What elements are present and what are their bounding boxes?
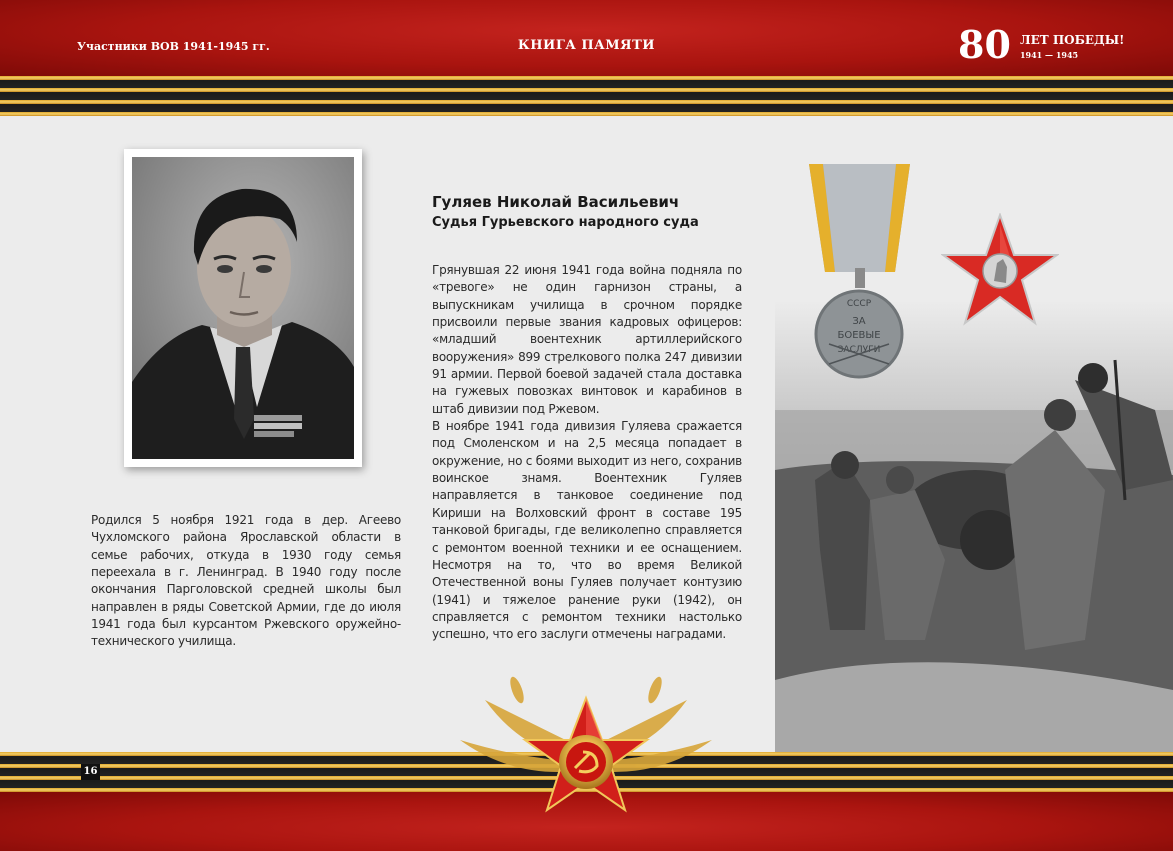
medal-top-text: СССР — [846, 299, 872, 309]
st-george-ribbon-top — [0, 76, 1173, 116]
victory-text: ЛЕТ ПОБЕДЫ! — [1019, 33, 1125, 47]
header-banner — [0, 0, 1173, 76]
bio-paragraph: В ноябре 1941 года дивизия Гуляева сражается под Смоленском и на 2,5 месяца попадает в окружение, но с боями выходит из него, сохранив воинское знамя. Воентехник Гуляев направляется в танковое соединение под Кириши на Волховский фронт в составе 195 танковой бригады, где великолепно справляется с ремонтом военной техники и ее оснащением. Несмотря на то, что во время Великой Отечественной воны Гуляев получает контузию (1941) и тяжелое ранение руки (1942), он справляется с ремонтом техники настолько успешно, что его заслуги отмечены наградами. — [432, 419, 742, 642]
bio-paragraph: Грянувшая 22 июня 1941 года война подняла по «тревоге» не один гарнизон страны, а выпускникам училища в срочном порядке присвоили первые звания кадровых офицеров: «младший воентехник артиллерийского вооружения» 899 стрелкового полка 247 дивизии 91 армии. Первой боевой задачей стала доставка на гужевых повозках винтовок и карабинов в штаб дивизии под Ржевом. — [432, 263, 742, 416]
portrait-frame — [124, 149, 362, 467]
medal-for-battle-merit — [797, 164, 922, 379]
series-title: Участники ВОВ 1941-1945 гг. — [77, 40, 270, 53]
victory-number: 80 — [958, 22, 1011, 67]
medal-line-2: БОЕВЫЕ — [837, 330, 881, 341]
biography-text — [432, 262, 742, 644]
victory-badge — [958, 24, 1124, 66]
person-role: Судья Гурьевского народного суда — [432, 215, 699, 230]
page-number: 16 — [81, 764, 100, 780]
medal-line-1: ЗА — [852, 316, 866, 327]
book-title: КНИГА ПАМЯТИ — [517, 38, 656, 53]
victory-years: 1941 — 1945 — [1019, 50, 1079, 60]
portrait-photo — [132, 157, 354, 459]
portrait-figure — [132, 157, 354, 459]
birth-text: Родился 5 ноября 1921 года в дер. Агеево Чухломского района Ярославской области в семье рабочих, откуда в 1930 году семья переехала в г. Ленинград. В 1940 году после окончания Парголовской средней школы был направлен в ряды Советской Армии, где до июля 1941 года был курсантом Ржевского оружейно-технического училища. — [91, 513, 401, 649]
person-name: Гуляев Николай Васильевич — [432, 193, 680, 211]
order-of-red-star — [941, 213, 1059, 331]
victory-star-emblem — [455, 670, 717, 830]
medal-line-3: ЗАСЛУГИ — [837, 345, 881, 355]
